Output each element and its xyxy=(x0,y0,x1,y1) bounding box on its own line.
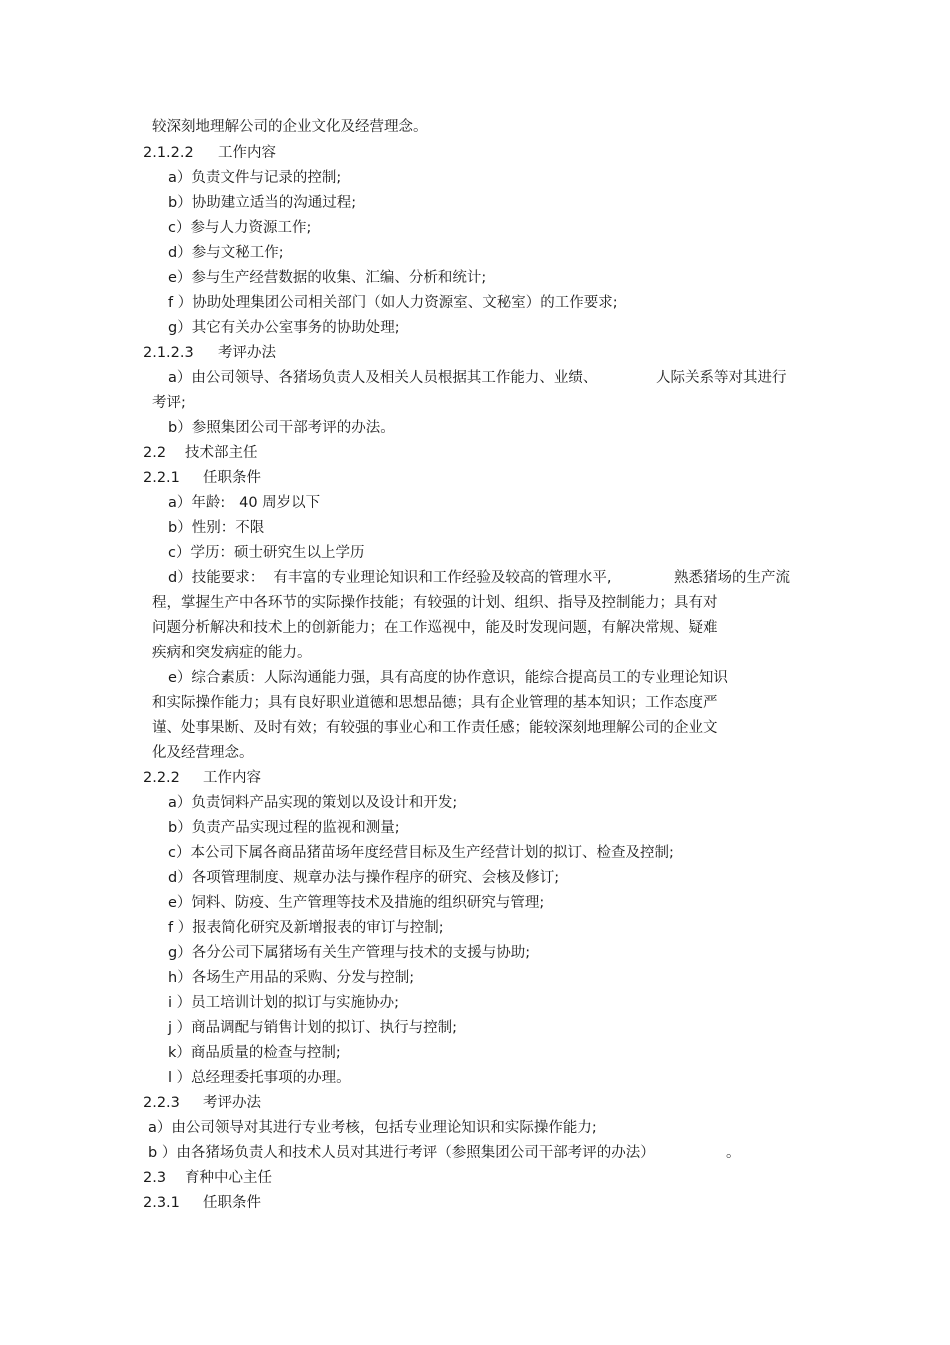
list-item: f ）协助处理集团公司相关部门（如人力资源室、文秘室）的工作要求; xyxy=(168,295,618,311)
list-item: c）本公司下属各商品猪苗场年度经营目标及生产经营计划的拟订、检查及控制; xyxy=(168,845,674,861)
list-item: f ）报表简化研究及新增报表的审订与控制; xyxy=(168,920,444,936)
section-title: 任职条件 xyxy=(203,1195,261,1211)
list-item: h）各场生产用品的采购、分发与控制; xyxy=(168,970,415,986)
list-item: a）负责文件与记录的控制; xyxy=(168,170,342,186)
section-heading xyxy=(143,1093,261,1113)
list-item: b ）由各猪场负责人和技术人员对其进行考评（参照集团公司干部考评的办法） 。 xyxy=(148,1145,741,1161)
text-line: 疾病和突发病症的能力。 xyxy=(152,645,312,661)
text-line: 和实际操作能力；具有良好职业道德和思想品德；具有企业管理的基本知识；工作态度严 xyxy=(152,695,718,711)
list-item: j ）商品调配与销售计划的拟订、执行与控制; xyxy=(168,1020,458,1036)
list-item: c）学历：硕士研究生以上学历 xyxy=(168,545,365,561)
list-item: b）负责产品实现过程的监视和测量; xyxy=(168,820,400,836)
text-line: 谨、处事果断、及时有效；有较强的事业心和工作责任感；能较深刻地理解公司的企业文 xyxy=(152,720,718,736)
list-item: i ）员工培训计划的拟订与实施协办; xyxy=(168,995,400,1011)
text-line: 程，掌握生产中各环节的实际操作技能；有较强的计划、组织、指导及控制能力；具有对 xyxy=(152,595,718,611)
section-number: 2.1.2.3 xyxy=(143,345,194,361)
section-heading xyxy=(143,768,261,788)
section-heading xyxy=(143,1193,261,1213)
section-title: 技术部主任 xyxy=(185,445,258,461)
section-number: 2.3.1 xyxy=(143,1195,180,1211)
list-item: a）由公司领导对其进行专业考核，包括专业理论知识和实际操作能力; xyxy=(148,1120,597,1136)
section-heading xyxy=(143,343,276,363)
section-number: 2.2.3 xyxy=(143,1095,180,1111)
section-number: 2.1.2.2 xyxy=(143,145,194,161)
list-item: g）其它有关办公室事务的协助处理; xyxy=(168,320,400,336)
list-item: c）参与人力资源工作; xyxy=(168,220,312,236)
section-number: 2.2.2 xyxy=(143,770,180,786)
list-item: e）饲料、防疫、生产管理等技术及措施的组织研究与管理; xyxy=(168,895,545,911)
section-heading xyxy=(143,1168,272,1188)
list-item: a）年龄: 40 周岁以下 xyxy=(168,495,321,511)
section-number: 2.2.1 xyxy=(143,470,180,486)
list-item: e）综合素质：人际沟通能力强，具有高度的协作意识，能综合提高员工的专业理论知识 xyxy=(168,670,728,686)
list-item: l ）总经理委托事项的办理。 xyxy=(168,1070,351,1086)
section-number: 2.3 xyxy=(143,1170,167,1186)
text-line: 较深刻地理解公司的企业文化及经营理念。 xyxy=(152,119,428,135)
list-item: g）各分公司下属猪场有关生产管理与技术的支援与协助; xyxy=(168,945,531,961)
section-title: 工作内容 xyxy=(203,770,261,786)
text-line: 化及经营理念。 xyxy=(152,745,254,761)
section-title: 育种中心主任 xyxy=(185,1170,272,1186)
section-title: 考评办法 xyxy=(203,1095,261,1111)
list-item: b）协助建立适当的沟通过程; xyxy=(168,195,357,211)
section-title: 任职条件 xyxy=(203,470,261,486)
section-heading xyxy=(143,143,276,163)
list-item: e）参与生产经营数据的收集、汇编、分析和统计; xyxy=(168,270,487,286)
list-item: a）负责饲料产品实现的策划以及设计和开发; xyxy=(168,795,458,811)
list-item: d）各项管理制度、规章办法与操作程序的研究、会核及修订; xyxy=(168,870,560,886)
section-heading xyxy=(143,443,258,463)
section-title: 考评办法 xyxy=(218,345,276,361)
list-item: k）商品质量的检查与控制; xyxy=(168,1045,341,1061)
section-title: 工作内容 xyxy=(218,145,276,161)
list-item: d）技能要求： 有丰富的专业理论知识和工作经验及较高的管理水平, 熟悉猪场的生产流 xyxy=(168,570,790,586)
text-line: 考评; xyxy=(152,395,186,411)
list-item: b）性别：不限 xyxy=(168,520,265,536)
text-line: 问题分析解决和技术上的创新能力；在工作巡视中，能及时发现问题，有解决常规、疑难 xyxy=(152,620,718,636)
list-item: b）参照集团公司干部考评的办法。 xyxy=(168,420,395,436)
list-item: a）由公司领导、各猪场负责人及相关人员根据其工作能力、业绩、 人际关系等对其进行 xyxy=(168,370,787,386)
section-number: 2.2 xyxy=(143,445,167,461)
list-item: d）参与文秘工作; xyxy=(168,245,284,261)
section-heading xyxy=(143,468,261,488)
